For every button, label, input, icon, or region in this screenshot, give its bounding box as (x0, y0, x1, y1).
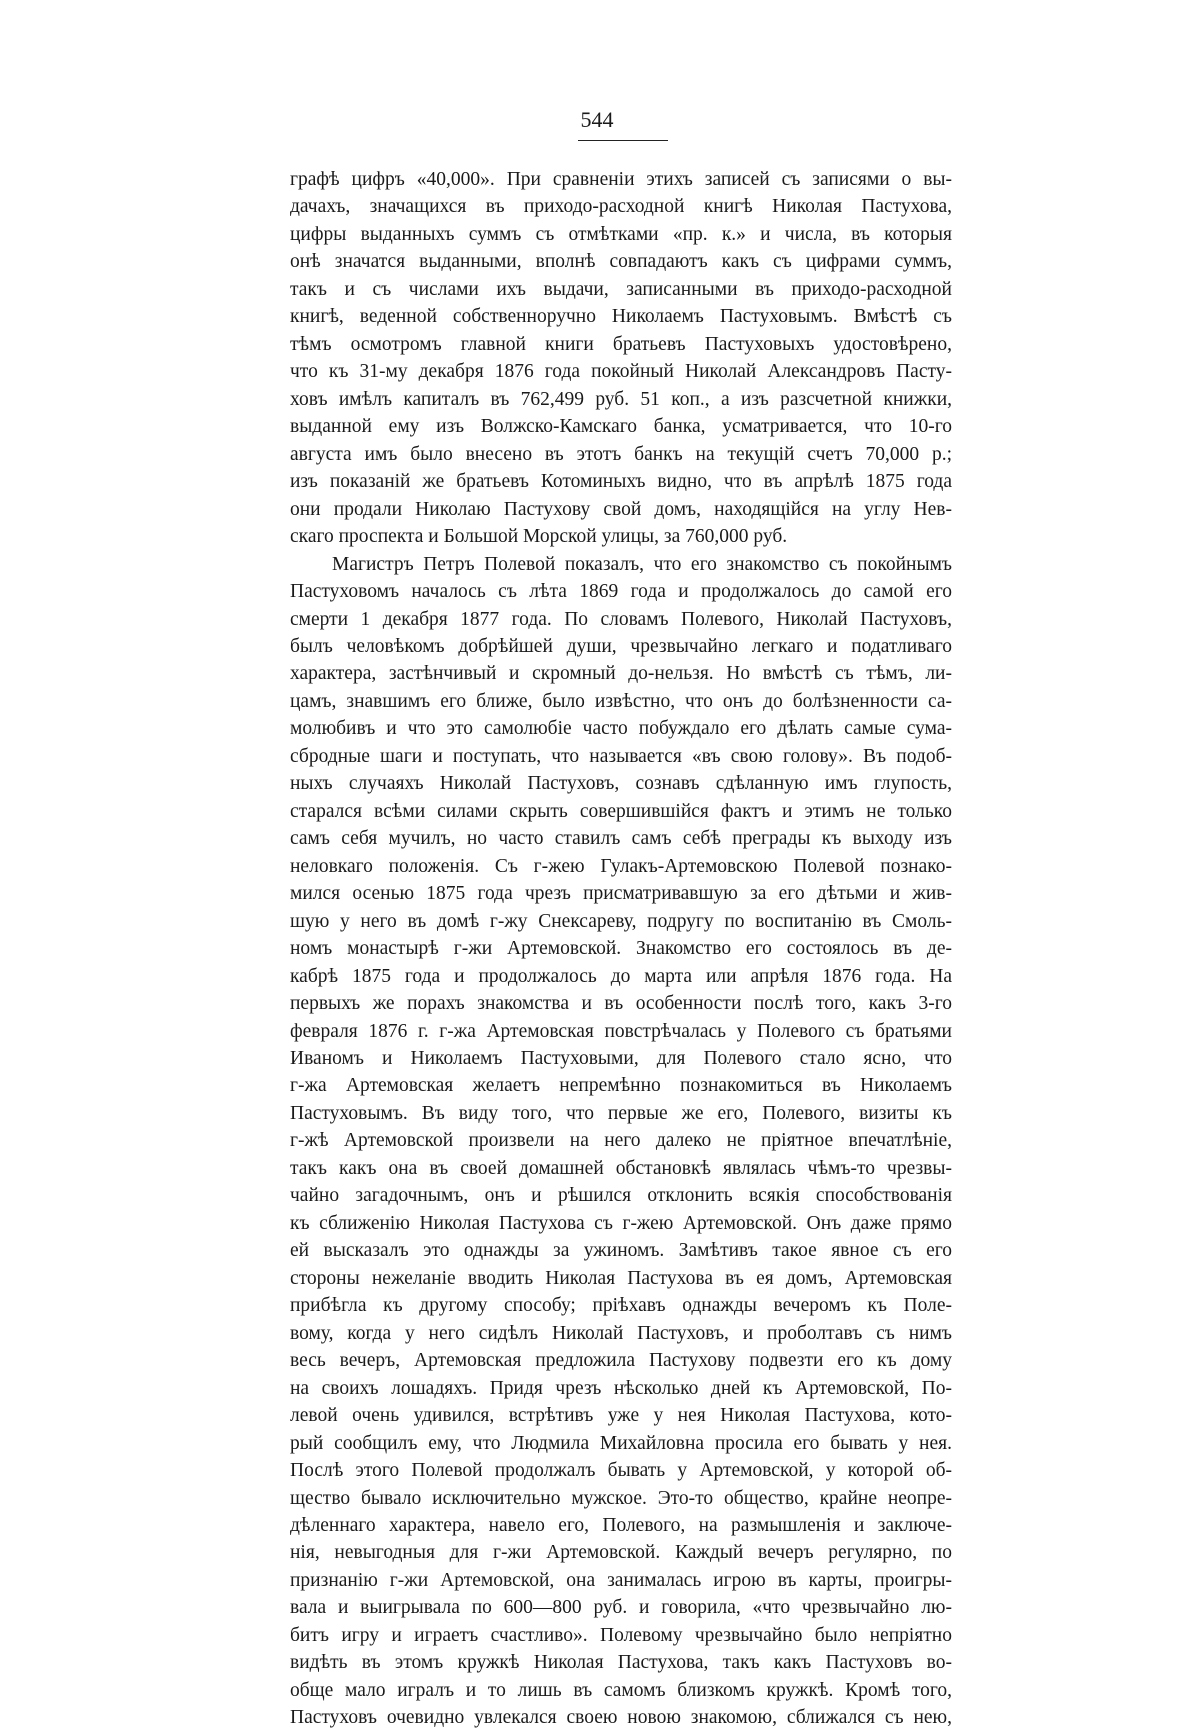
text-line: дачахъ, значащихся въ приходо-расходной книгѣ Николая Пастухова, (290, 196, 952, 218)
text-line: на своихъ лошадяхъ. Придя чрезъ нѣсколько дней къ Артемовской, По- (290, 1377, 952, 1399)
text-line: обще мало игралъ и то лишь въ самомъ близкомъ кружкѣ. Кромѣ того, (290, 1679, 952, 1701)
text-line: кабрѣ 1875 года и продолжалось до марта или апрѣля 1876 года. На (290, 965, 952, 987)
page-number-rule (578, 140, 668, 141)
text-line: молюбивъ и что это самолюбіе часто побуждало его дѣлать самые сума- (290, 718, 952, 740)
text-line: августа имъ было внесено въ этотъ банкъ на текущій счетъ 70,000 р.; (290, 443, 952, 465)
text-line: что къ 31-му декабря 1876 года покойный Николай Александровъ Пасту- (290, 361, 952, 383)
text-line: вала и выигрывала по 600—800 руб. и говорила, «что чрезвычайно лю- (290, 1597, 952, 1619)
text-line: г-жѣ Артемовской произвели на него далеко не пріятное впечатлѣніе, (290, 1130, 952, 1152)
text-line: битъ игру и играетъ счастливо». Полевому чрезвычайно было непріятно (290, 1624, 952, 1646)
text-line: сбродные шаги и поступать, что называется «въ свою голову». Въ подоб- (290, 745, 952, 767)
text-line: тѣмъ осмотромъ главной книги братьевъ Пастуховыхъ удостовѣрено, (290, 333, 952, 355)
text-line: графѣ цифръ «40,000». При сравненіи этихъ записей съ записями о вы- (290, 169, 952, 190)
text-line: признанію г-жи Артемовской, она занималась игрою въ карты, проигры- (290, 1569, 952, 1591)
text-line: самъ себя мучилъ, но часто ставилъ самъ себѣ преграды къ выходу изъ (290, 828, 952, 850)
text-line: неловкаго положенія. Съ г-жею Гулакъ-Артемовскою Полевой познако- (290, 855, 952, 877)
text-line: ей высказалъ это однажды за ужиномъ. Замѣтивъ такое явное съ его (290, 1240, 952, 1262)
text-line: прибѣгла къ другому способу; пріѣхавъ однажды вечеромъ къ Поле- (290, 1295, 952, 1317)
text-line: выданной ему изъ Волжско-Камскаго банка, усматривается, что 10-го (290, 416, 952, 438)
text-line: ховъ имѣлъ капиталъ въ 762,499 руб. 51 коп., а изъ разсчетной книжки, (290, 388, 952, 410)
text-line: книгѣ, веденной собственноручно Николаемъ Пастуховымъ. Вмѣстѣ съ (290, 306, 952, 328)
text-line: цамъ, знавшимъ его ближе, было извѣстно, что онъ до болѣзненности са- (290, 690, 952, 712)
text-line: дѣленнаго характера, навело его, Полевого, на размышленія и заключе- (290, 1514, 952, 1536)
text-line: нія, невыгодныя для г-жи Артемовской. Каждый вечеръ регулярно, по (290, 1542, 952, 1564)
text-line: щество бывало исключительно мужское. Это-то общество, крайне неопре- (290, 1487, 952, 1509)
text-line: старался всѣми силами скрыть совершившійся фактъ и этимъ не только (290, 800, 952, 822)
text-line: они продали Николаю Пастухову свой домъ, находящійся на углу Нев- (290, 498, 952, 520)
text-line: Иваномъ и Николаемъ Пастуховыми, для Полевого стало ясно, что (290, 1048, 952, 1069)
text-line: такъ какъ она въ своей домашней обстановкѣ являлась чѣмъ-то чрезвы- (290, 1157, 952, 1179)
text-line: первыхъ же порахъ знакомства и въ особенности послѣ того, какъ 3-го (290, 993, 952, 1015)
text-line: скаго проспекта и Большой Морской улицы, за 760,000 руб. (290, 526, 788, 548)
text-line: Послѣ этого Полевой продолжалъ бывать у Артемовской, у которой об- (290, 1460, 952, 1482)
text-line: стороны нежеланіе вводить Николая Пастухова въ ея домъ, Артемовская (290, 1267, 952, 1289)
text-line: былъ человѣкомъ добрѣйшей души, чрезвычайно легкаго и податливаго (290, 635, 952, 657)
text-line: г-жа Артемовская желаетъ непремѣнно познакомиться въ Николаемъ (290, 1075, 952, 1097)
text-line: Пастуховымъ. Въ виду того, что первые же его, Полевого, визиты къ (290, 1102, 952, 1124)
text-line: чайно загадочнымъ, онъ и рѣшился отклонить всякія способствованія (290, 1185, 952, 1207)
text-line: номъ монастырѣ г-жи Артемовской. Знакомство его состоялось въ де- (290, 938, 952, 960)
text-line: смерти 1 декабря 1877 года. По словамъ Полевого, Николай Пастуховъ, (290, 608, 952, 630)
text-line: характера, застѣнчивый и скромный до-нельзя. Но вмѣстѣ съ тѣмъ, ли- (290, 663, 952, 685)
text-line: изъ показаній же братьевъ Котоминыхъ видно, что въ апрѣлѣ 1875 года (290, 471, 952, 493)
text-line: мился осенью 1875 года чрезъ присматривавшую за его дѣтьми и жив- (290, 883, 952, 905)
text-line: весь вечеръ, Артемовская предложила Пастухову подвезти его къ дому (290, 1350, 952, 1372)
text-line: Магистръ Петръ Полевой показалъ, что его знакомство съ покойнымъ (332, 553, 952, 575)
page-number: 544 (580, 107, 614, 132)
text-line: левой очень удивился, встрѣтивъ уже у нея Николая Пастухова, кото- (290, 1405, 952, 1427)
text-line: вому, когда у него сидѣлъ Николай Пастуховъ, и проболтавъ съ нимъ (290, 1322, 952, 1344)
text-line: такъ и съ числами ихъ выдачи, записанными въ приходо-расходной (290, 278, 952, 300)
text-line: Пастуховъ очевидно увлекался своею новою знакомою, сближался съ нею, (290, 1707, 952, 1729)
text-line: видѣть въ этомъ кружкѣ Николая Пастухова, такъ какъ Пастуховъ во- (290, 1652, 952, 1674)
text-line: шую у него въ домѣ г-жу Снексареву, подругу по воспитанію въ Смоль- (290, 910, 952, 932)
text-line: ныхъ случаяхъ Николай Пастуховъ, сознавъ сдѣланную имъ глупость, (290, 773, 952, 795)
body-text (290, 166, 952, 1732)
text-line: цифры выданныхъ суммъ съ отмѣтками «пр. к.» и числа, въ которыя (290, 223, 952, 245)
text-line: рый сообщилъ ему, что Людмила Михайловна просила его бывать у нея. (290, 1432, 952, 1454)
text-line: онѣ значатся выданными, вполнѣ совпадаютъ какъ съ цифрами суммъ, (290, 251, 952, 273)
text-line: къ сближенію Николая Пастухова съ г-жею Артемовской. Онъ даже прямо (290, 1212, 952, 1234)
text-line: февраля 1876 г. г-жа Артемовская повстрѣчалась у Полевого съ братьями (290, 1020, 952, 1042)
text-line: Пастуховомъ началось съ лѣта 1869 года и продолжалось до самой его (290, 581, 952, 603)
